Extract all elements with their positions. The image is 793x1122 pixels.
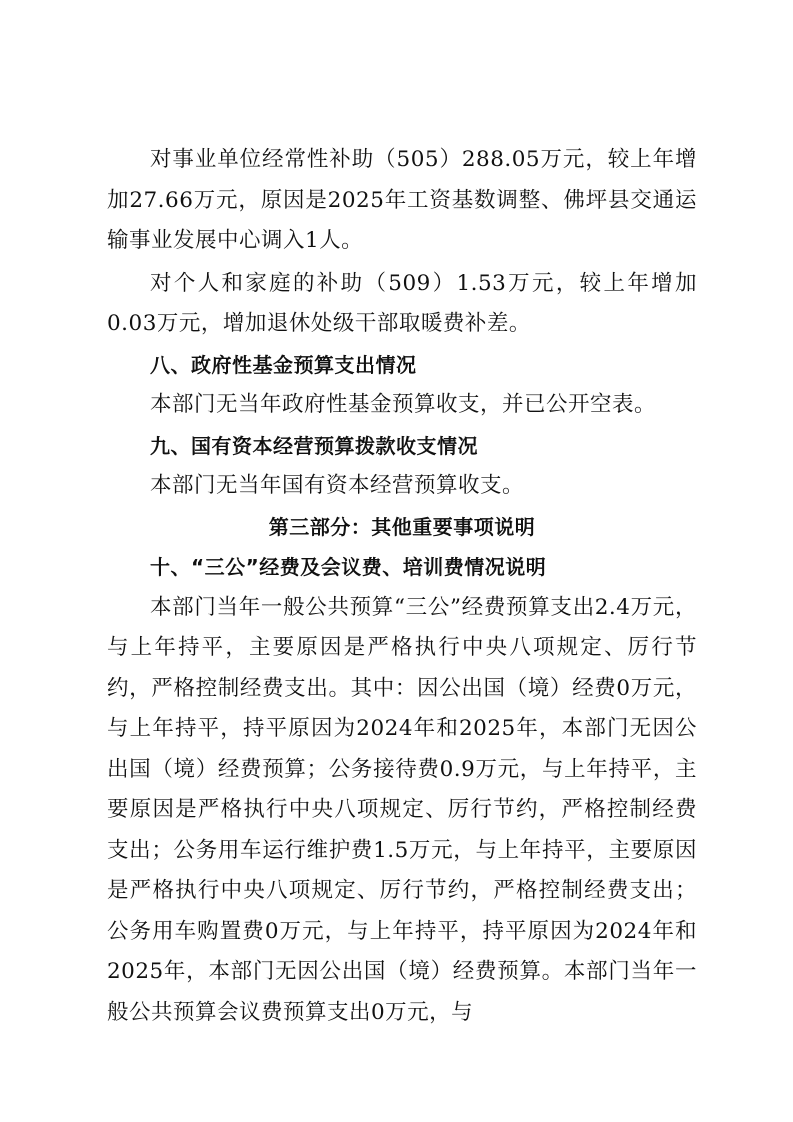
heading-three-public-expenses: 十、“三公”经费及会议费、培训费情况说明 (150, 555, 547, 579)
document-body (107, 140, 697, 1033)
part-three-title: 第三部分：其他重要事项说明 (268, 514, 536, 539)
paragraph-institution-subsidy: 对事业单位经常性补助（505）288.05万元，较上年增加27.66万元，原因是2025年工资基数调整、佛坪县交通运输事业发展中心调入1人。 (107, 147, 697, 253)
paragraph-state-capital: 本部门无当年国有资本经营预算收支。 (150, 473, 525, 498)
heading-government-fund: 八、政府性基金预算支出情况 (150, 352, 417, 377)
paragraph-individual-subsidy: 对个人和家庭的补助（509）1.53万元，较上年增加0.03万元，增加退休处级干部取暖费补差。 (107, 270, 697, 336)
heading-state-capital: 九、国有资本经营预算拨款收支情况 (150, 433, 478, 458)
paragraph-government-fund: 本部门无当年政府性基金预算收支，并已公开空表。 (150, 392, 657, 417)
paragraph-three-public-expenses: 本部门当年一般公共预算“三公”经费预算支出2.4万元，与上年持平，主要原因是严格执行中央八项规定、厉行节约，严格控制经费支出。其中：因公出国（境）经费0万元，与上年持平，持平原因为2024年和2025年，本部门无因公出国（境）经费预算；公务接待费0.9万元，与上年持平，主要原因是严格执行中央八项规定、厉行节约，严格控制经费支出；公务用车运行维护费1.5万元，与上年持平，主要原因是严格执行中央八项规定、厉行节约，严格控制经费支出；公务用车购置费0万元，与上年持平，持平原因为2024年和2025年，本部门无因公出国（境）经费预算。本部门当年一般公共预算会议费预算支出0万元，与 (107, 594, 697, 1025)
